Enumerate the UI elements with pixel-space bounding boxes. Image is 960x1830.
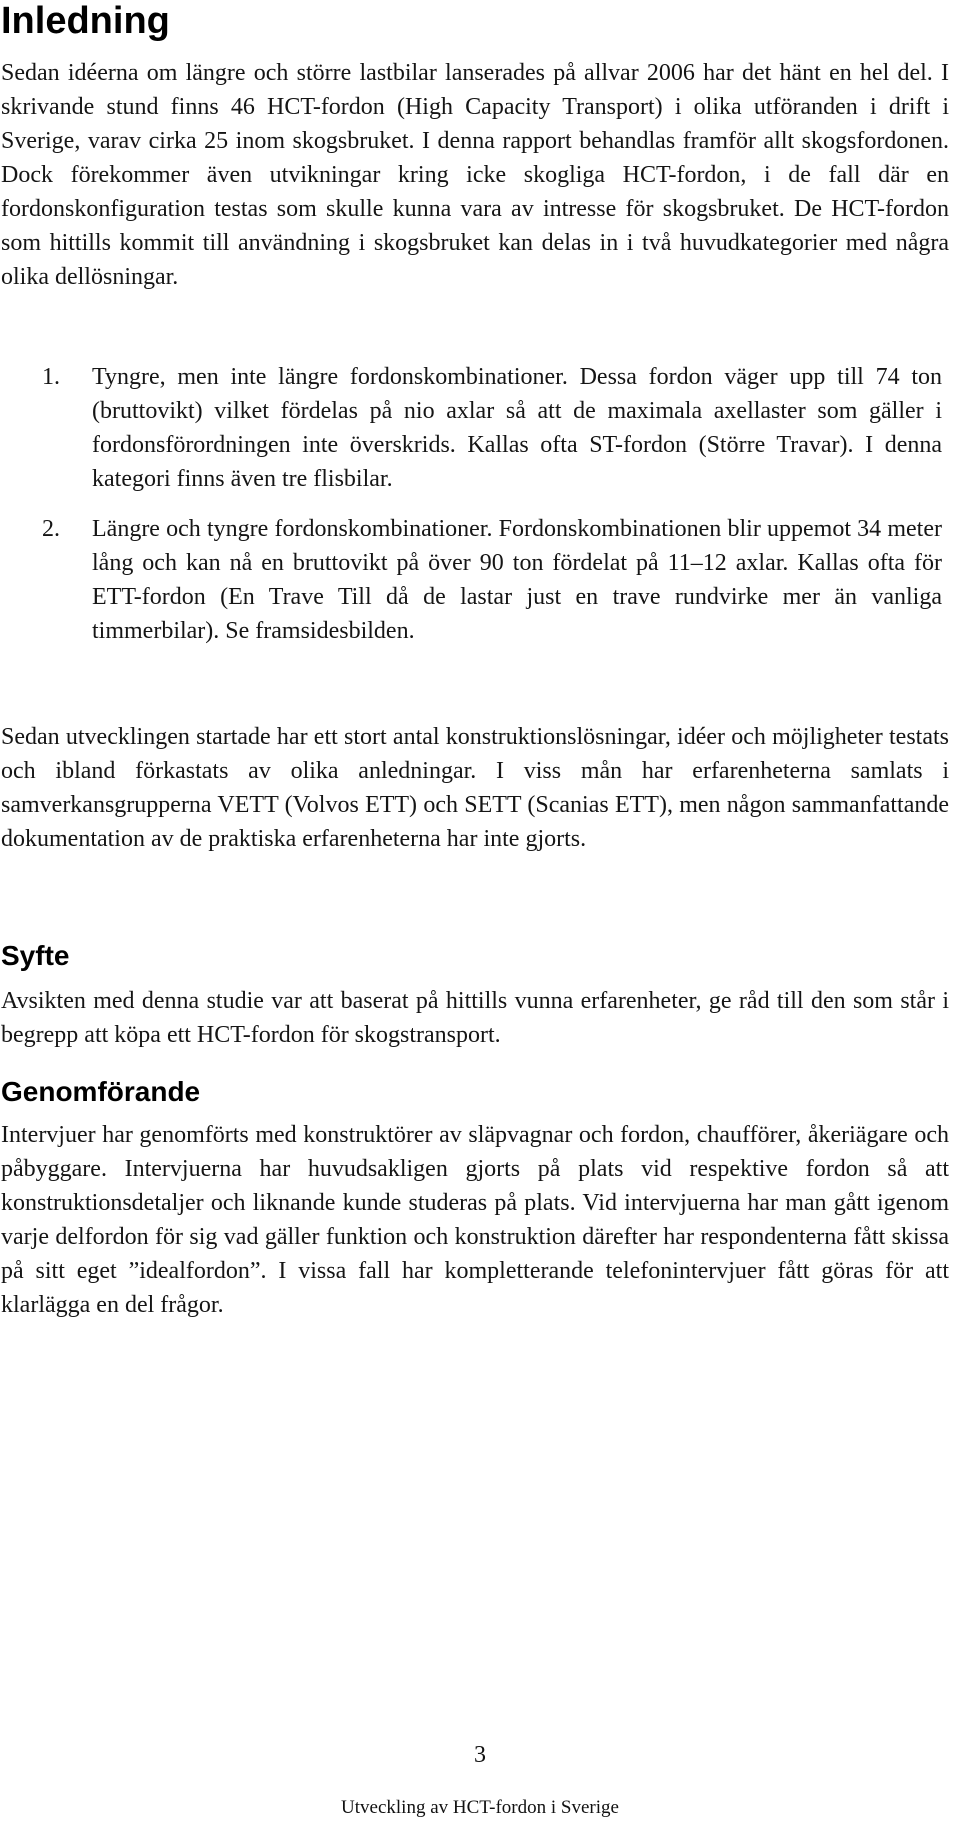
- list-item-number: 1.: [42, 364, 60, 390]
- list-item: [0, 360, 942, 496]
- purpose-paragraph: Avsikten med denna studie var att baserat på hittills vunna erfarenheter, ge råd till den som står i begrepp att köpa ett HCT-fordon för skogstransport.: [1, 988, 949, 1048]
- list-item-number: 2.: [42, 516, 60, 542]
- list-item: [0, 512, 942, 648]
- intro-paragraph-2: Sedan utvecklingen startade har ett stort antal konstruktionslösningar, idéer och möjligheter testats och ibland förkastats av olika anledningar. I viss mån har erfarenheterna samlats i samverkansgrupperna VETT (Volvos ETT) och SETT (Scanias ETT), men någon sammanfattande dokumentation av de praktiska erfarenheterna har inte gjorts.: [1, 724, 949, 852]
- intro-paragraph-1: Sedan idéerna om längre och större lastbilar lanserades på allvar 2006 har det hänt en hel del. I skrivande stund finns 46 HCT-fordon (High Capacity Transport) i olika utföranden i drift i Sverige, varav cirka 25 inom skogsbruket. I denna rapport behandlas framför allt skogsfordonen. Dock förekommer även utvikningar kring icke skogliga HCT-fordon, i de fall där en fordonskonfiguration testas som skulle kunna vara av intresse för skogsbruket. De HCT-fordon som hittills kommit till användning i skogsbruket kan delas in i två huvudkategorier med några olika dellösningar.: [1, 60, 949, 290]
- section-heading-inledning: Inledning: [1, 0, 170, 42]
- vehicle-category-list: [0, 360, 950, 648]
- section-heading-syfte: Syfte: [1, 940, 70, 971]
- footer-document-title: Utveckling av HCT-fordon i Sverige: [341, 1797, 619, 1818]
- method-paragraph: Intervjuer har genomförts med konstruktörer av släpvagnar och fordon, chaufförer, åkeriägare och påbyggare. Intervjuerna har huvudsakligen gjorts på plats vid respektive fordon så att konstruktionsdetaljer och liknande kunde studeras på plats. Vid intervjuerna har man gått igenom varje delfordon för sig vad gäller funktion och konstruktion därefter har respondenterna fått skissa på sitt eget ”idealfordon”. I vissa fall har kompletterande telefonintervjuer fått göras för att klarlägga en del frågor.: [1, 1122, 949, 1318]
- page-number: 3: [474, 1742, 486, 1768]
- section-heading-genomforande: Genomförande: [1, 1076, 201, 1107]
- list-item-text: Tyngre, men inte längre fordonskombinationer. Dessa fordon väger upp till 74 ton (bruttovikt) vilket fördelas på nio axlar så att de maximala axellaster som gäller i fordonsförordningen inte överskrids. Kallas ofta ST-fordon (Större Travar). I denna kategori finns även tre flisbilar.: [92, 364, 942, 492]
- list-item-text: Längre och tyngre fordonskombinationer. Fordonskombinationen blir uppemot 34 meter lång och kan nå en bruttovikt på över 90 ton fördelat på 11–12 axlar. Kallas ofta för ETT-fordon (En Trave Till då de lastar just en trave rundvirke mer än vanliga timmerbilar). Se framsidesbilden.: [92, 516, 942, 644]
